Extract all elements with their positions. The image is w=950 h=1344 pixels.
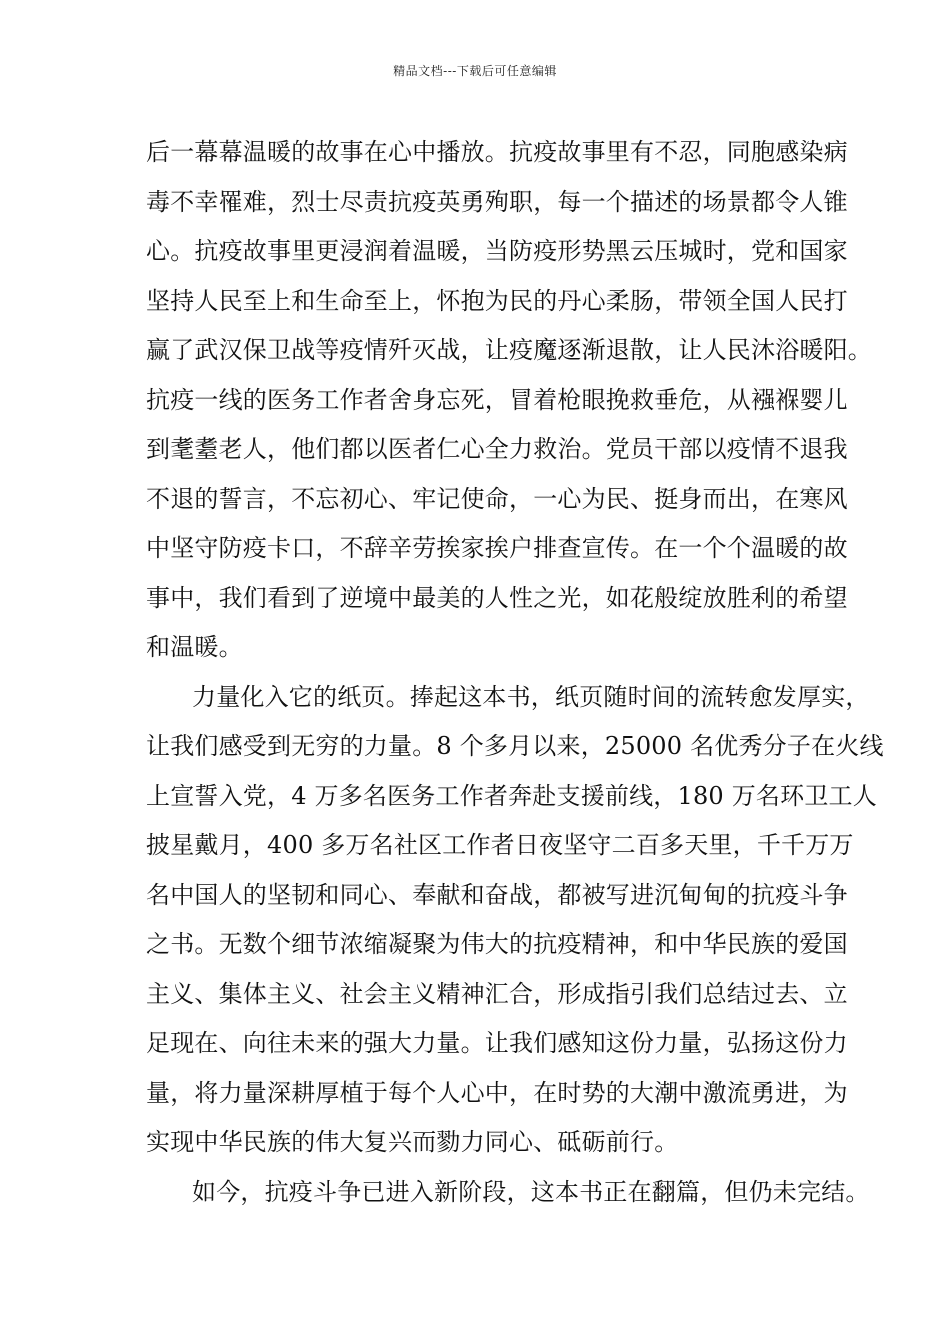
text-line: 实现中华民族的伟大复兴而勠力同心、砥砺前行。	[146, 1128, 679, 1156]
text-line: 主义、集体主义、社会主义精神汇合，形成指引我们总结过去、立	[146, 979, 848, 1008]
text-line: 之书。无数个细节浓缩凝聚为伟大的抗疫精神，和中华民族的爱国	[146, 930, 848, 958]
document-body	[146, 132, 884, 1221]
text-line: 心。抗疫故事里更浸润着温暖，当防疫形势黑云压城时，党和国家	[146, 237, 848, 265]
text-line: 足现在、向往未来的强大力量。让我们感知这份力量，弘扬这份力	[146, 1029, 848, 1057]
text-line: 毒不幸罹难，烈士尽责抗疫英勇殉职，每一个描述的场景都令人锥	[146, 187, 848, 216]
text-line: 到耄耋老人，他们都以医者仁心全力救治。党员干部以疫情不退我	[146, 435, 848, 463]
text-line: 和温暖。	[146, 633, 243, 661]
paragraph-first-line: 力量化入它的纸页。捧起这本书，纸页随时间的流转愈发厚实，	[192, 682, 870, 711]
text-line: 名中国人的坚韧和同心、奉献和奋战，都被写进沉甸甸的抗疫斗争	[146, 880, 848, 909]
page-header: 精品文档---下载后可任意编辑	[393, 64, 557, 78]
text-line: 让我们感受到无穷的力量。8 个多月以来，25000 名优秀分子在火线	[146, 732, 884, 760]
text-line: 上宣誓入党，4 万多名医务工作者奔赴支援前线，180 万名环卫工人	[146, 781, 877, 810]
text-line: 坚持人民至上和生命至上，怀抱为民的丹心柔肠，带领全国人民打	[146, 286, 848, 315]
text-line: 量，将力量深耕厚植于每个人心中，在时势的大潮中激流勇进，为	[146, 1078, 848, 1107]
text-line: 赢了武汉保卫战等疫情歼灭战，让疫魔逐渐退散，让人民沐浴暖阳。	[146, 336, 872, 364]
text-line: 事中，我们看到了逆境中最美的人性之光，如花般绽放胜利的希望	[146, 583, 848, 612]
text-line: 中坚守防疫卡口，不辞辛劳挨家挨户排查宣传。在一个个温暖的故	[146, 534, 848, 562]
paragraph-first-line: 如今，抗疫斗争已进入新阶段，这本书正在翻篇，但仍未完结。	[192, 1177, 870, 1206]
text-line: 后一幕幕温暖的故事在心中播放。抗疫故事里有不忍，同胞感染病	[146, 138, 848, 166]
text-line: 不退的誓言，不忘初心、牢记使命，一心为民、挺身而出，在寒风	[146, 484, 848, 513]
text-line: 披星戴月，400 多万名社区工作者日夜坚守二百多天里，千千万万	[146, 831, 854, 859]
text-line: 抗疫一线的医务工作者舍身忘死，冒着枪眼挽救垂危，从襁褓婴儿	[146, 385, 848, 414]
